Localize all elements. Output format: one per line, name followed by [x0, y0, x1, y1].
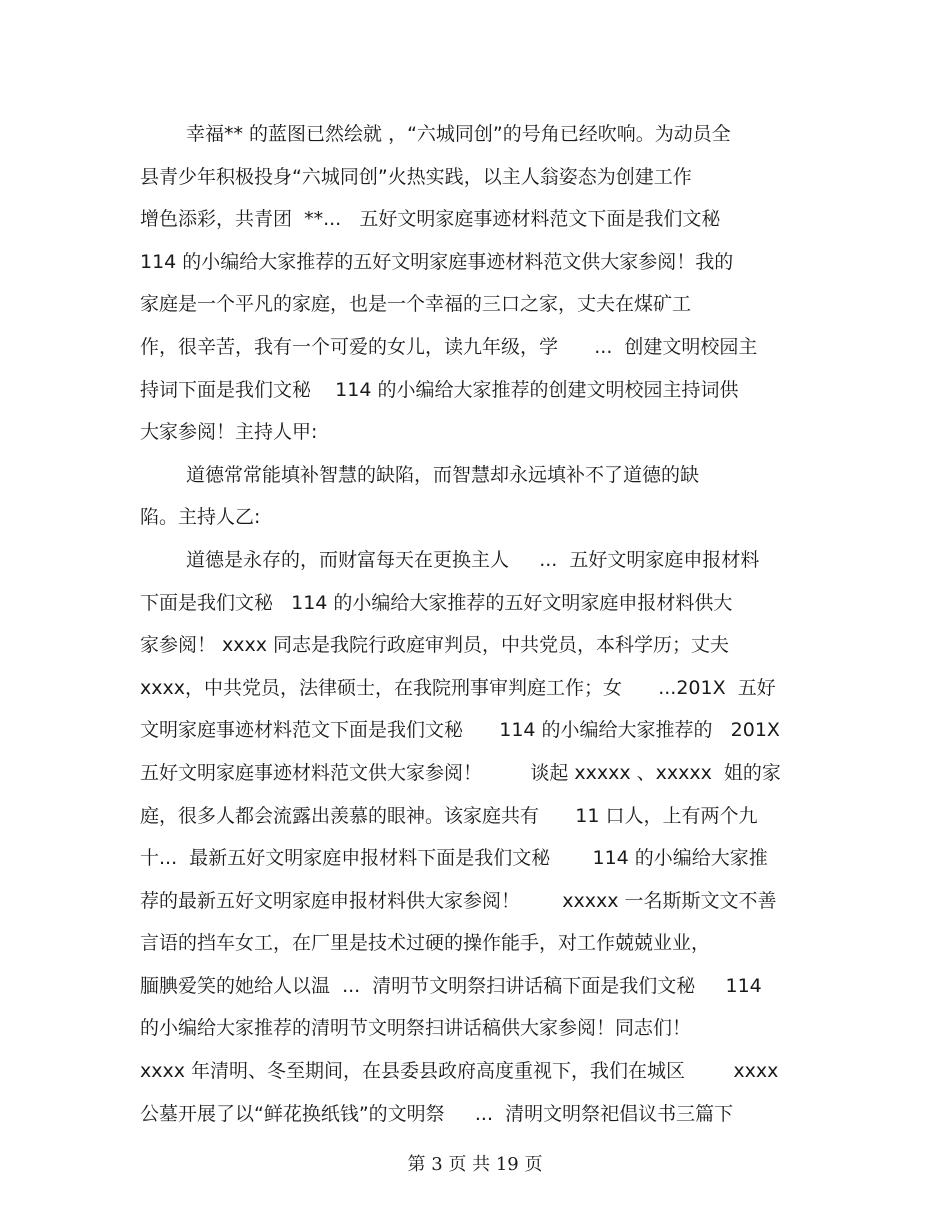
- text-line: 114 的小编给大家推荐的五好文明家庭事迹材料范文供大家参阅！我的: [140, 250, 734, 273]
- text-line: 家庭是一个平凡的家庭，也是一个幸福的三口之家，丈夫在煤矿工: [140, 293, 692, 316]
- text-line: 十... 最新五好文明家庭申报材料下面是我们文秘 114 的小编给大家推: [140, 847, 768, 870]
- page-number-footer: 第 3 页 共 19 页: [407, 1154, 543, 1175]
- text-line: xxxx 年清明、冬至期间，在县委县政府高度重视下，我们在城区 xxxx: [140, 1060, 779, 1083]
- text-line: 的小编给大家推荐的清明节文明祭扫讲话稿供大家参阅！同志们！: [140, 1017, 692, 1040]
- text-line: 道德常常能填补智慧的缺陷，而智慧却永远填补不了道德的缺: [186, 463, 700, 486]
- text-line: 增色添彩，共青团 **... 五好文明家庭事迹材料范文下面是我们文秘: [140, 208, 721, 231]
- text-line: 家参阅！ xxxx 同志是我院行政庭审判员，中共党员，本科学历；丈夫: [140, 634, 730, 657]
- text-line: 持词下面是我们文秘 114 的小编给大家推荐的创建文明校园主持词供: [140, 378, 739, 401]
- text-line: 陷。主持人乙:: [140, 506, 261, 529]
- text-line: 荐的最新五好文明家庭申报材料供大家参阅！ xxxxx 一名斯斯文文不善: [140, 889, 777, 912]
- text-line: 作，很辛苦，我有一个可爱的女儿，读九年级，学 ... 创建文明校园主: [140, 335, 758, 358]
- text-line: 五好文明家庭事迹材料范文供大家参阅！ 谈起 xxxxx 、xxxxx 姐的家: [140, 761, 781, 784]
- text-line: 大家参阅！主持人甲:: [140, 421, 318, 444]
- document-body: [140, 113, 820, 1135]
- text-line: 文明家庭事迹材料范文下面是我们文秘 114 的小编给大家推荐的 201X: [140, 719, 780, 742]
- text-line: 道德是永存的，而财富每天在更换主人 ... 五好文明家庭申报材料: [186, 548, 760, 571]
- text-line: 庭，很多人都会流露出羡慕的眼神。该家庭共有 11 口人，上有两个九: [140, 804, 758, 827]
- text-line: 言语的挡车女工，在厂里是技术过硬的操作能手，对工作兢兢业业，: [140, 932, 711, 955]
- text-line: 下面是我们文秘 114 的小编给大家推荐的五好文明家庭申报材料供大: [140, 591, 733, 614]
- text-line: xxxx，中共党员，法律硕士，在我院刑事审判庭工作；女 ...201X 五好: [140, 676, 776, 699]
- text-line: 县青少年积极投身“六城同创”火热实践，以主人翁姿态为创建工作: [140, 165, 692, 188]
- text-line: 公墓开展了以“鲜花换纸钱”的文明祭 ... 清明文明祭祀倡议书三篇下: [140, 1102, 734, 1125]
- text-line: 幸福** 的蓝图已然绘就 ，“六城同创”的号角已经吹响。为动员全: [186, 123, 731, 145]
- text-line: 腼腆爱笑的她给人以温 ... 清明节文明祭扫讲话稿下面是我们文秘 114: [140, 974, 762, 997]
